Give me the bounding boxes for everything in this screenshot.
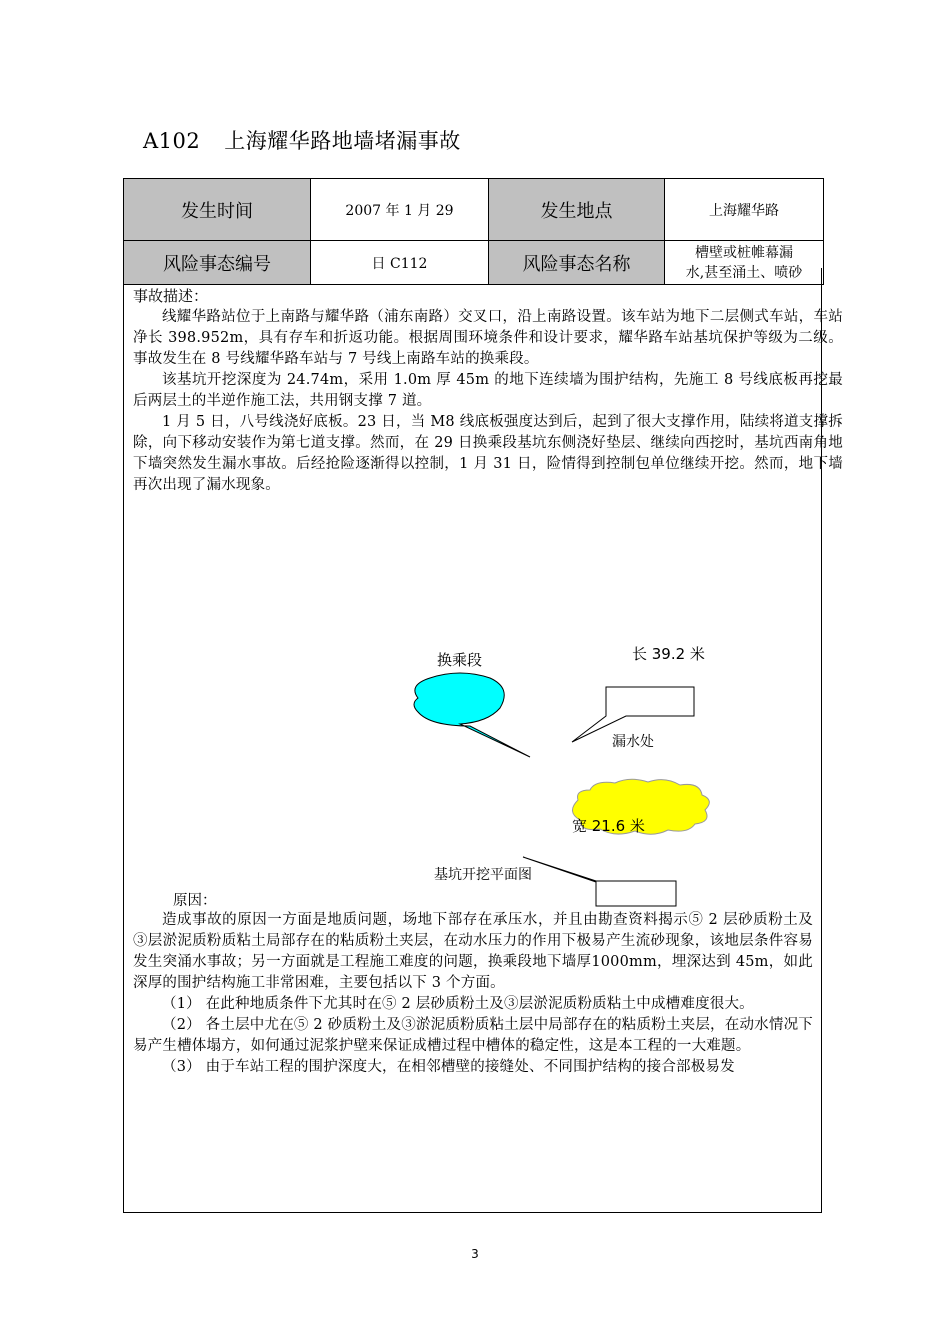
risk-name-line1: 槽壁或桩帷幕漏 bbox=[695, 244, 793, 261]
risk-code-value: 日 C112 bbox=[311, 241, 489, 285]
width-label: 宽 21.6 米 bbox=[572, 817, 645, 835]
location-value: 上海耀华路 bbox=[665, 179, 824, 241]
time-value: 2007 年 1 月 29 bbox=[311, 179, 489, 241]
title-text: 上海耀华路地墙堵漏事故 bbox=[224, 129, 461, 153]
page-number: 3 bbox=[471, 1247, 479, 1261]
transfer-label: 换乘段 bbox=[437, 651, 483, 669]
cause-paragraph: 造成事故的原因一方面是地质问题，场地下部存在承压水，并且由勘查资料揭示⑤ 2 层砂质粉土及③层淤泥质粉质粘土局部存在的粘质粉土夹层，在动水压力的作用下极易产生流砂现象，该地层条件容易发生突涌水事故；另一方面就是工程施工难度的问题，换乘段地下墙厚1000mm，埋深达到 45m，如此深厚的围护结构施工非常困难，主要包括以下 3 个方面。 bbox=[133, 912, 813, 991]
risk-name-label: 风险事态名称 bbox=[489, 241, 665, 285]
cause-label: 原因： bbox=[173, 893, 217, 909]
title-code: A102 bbox=[143, 129, 201, 153]
leak-label: 漏水处 bbox=[612, 734, 654, 750]
description-label: 事故描述： bbox=[133, 287, 209, 305]
transfer-callout-ellipse bbox=[414, 673, 530, 757]
cause-paragraph: （1） 在此种地质条件下尤其时在⑤ 2 层砂质粉土及③层淤泥质粉质粘土中成槽难度很大。 bbox=[162, 996, 754, 1012]
diagram-caption: 基坑开挖平面图 bbox=[434, 867, 532, 883]
cause-paragraph: （2） 各土层中尤在⑤ 2 砂质粉土及③淤泥质粉质粘土层中局部存在的粘质粉土夹层，在动水情况下易产生槽体塌方，如何通过泥浆护壁来保证成槽过程中槽体的稳定性，这是本工程的一大难题。 bbox=[133, 1017, 813, 1054]
risk-code-label: 风险事态编号 bbox=[124, 241, 311, 285]
width-callout-box bbox=[523, 857, 676, 906]
cause-text bbox=[133, 910, 813, 1078]
length-label: 长 39.2 米 bbox=[632, 645, 705, 663]
cause-paragraph: （3） 由于车站工程的围护深度大，在相邻槽壁的接缝处、不同围护结构的接合部极易发 bbox=[162, 1059, 735, 1075]
risk-name-line2: 水,甚至涌土、喷砂 bbox=[685, 264, 803, 281]
description-paragraph: 线耀华路站位于上南路与耀华路（浦东南路）交叉口，沿上南路设置。该车站为地下二层侧式车站，车站净长 398.952m，具有存车和折返功能。根据周围环境条件和设计要求，耀华路车站基坑保护等级为二级。事故发生在 8 号线耀华路车站与 7 号线上南路车站的换乘段。 bbox=[133, 309, 843, 367]
description-paragraph: 1 月 5 日，八号线浇好底板。23 日，当 M8 线底板强度达到后，起到了很大支撑作用，陆续将道支撑拆除，向下移动安装作为第七道支撑。然而，在 29 日换乘段基坑东侧浇好垫层、继续向西挖时，基坑西南角地下墙突然发生漏水事故。后经抢险逐渐得以控制，1 月 31 日，险情得到控制包单位继续开挖。然而，地下墙再次出现了漏水现象。 bbox=[133, 414, 843, 493]
description-paragraph: 该基坑开挖深度为 24.74m，采用 1.0m 厚 45m 的地下连续墙为围护结构，先施工 8 号线底板再挖最后两层土的半逆作施工法，共用钢支撑 7 道。 bbox=[133, 372, 843, 409]
location-label: 发生地点 bbox=[489, 179, 665, 241]
time-label: 发生时间 bbox=[124, 179, 311, 241]
